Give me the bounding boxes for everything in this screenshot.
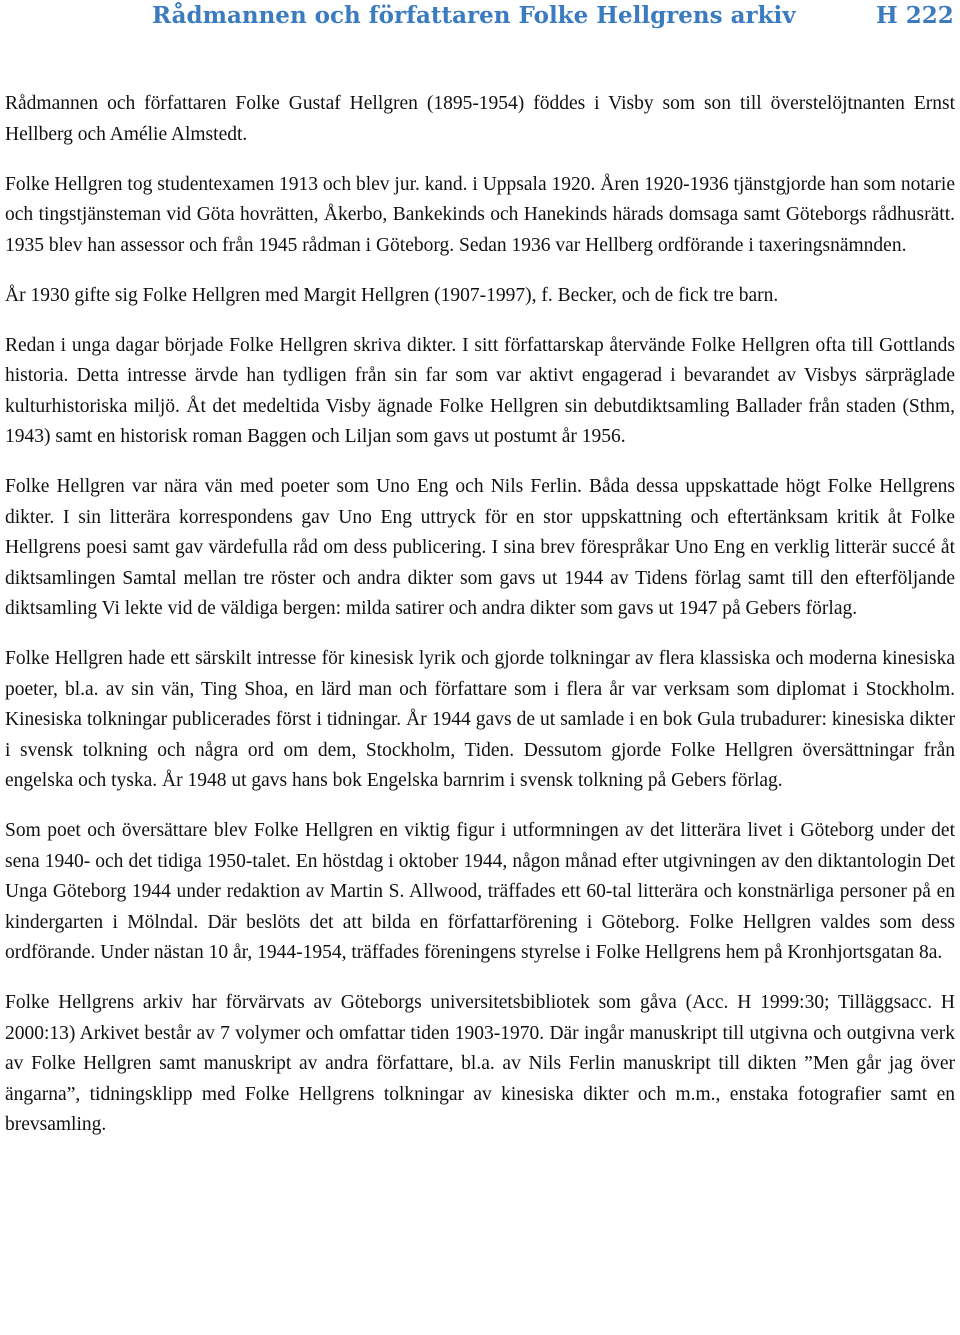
paragraph-marriage: År 1930 gifte sig Folke Hellgren med Margit Hellgren (1907-1997), f. Becker, och de fick tre barn. bbox=[5, 284, 779, 306]
paragraph-chinese-lyrics: Folke Hellgren hade ett särskilt intresse för kinesisk lyrik och gjorde tolkningar av flera klassiska och moderna kinesiska poeter, bl.a. av sin vän, Ting Shoa, en lärd man och författare som i flera år var verksam som diplomat i Stockholm. Kinesiska tolkningar publicerades först i tidningar. År 1944 gavs de ut samlade i en bok Gula trubadurer: kinesiska dikter i svensk tolkning och några ord om dem, Stockholm, Tiden. Dessutom gjorde Folke Hellgren översättningar från engelska och tyska. År 1948 ut gavs hans bok Engelska barnrim i svensk tolkning på Gebers förlag. bbox=[5, 648, 955, 791]
paragraph-literary-life: Som poet och översättare blev Folke Hellgren en viktig figur i utformningen av det litterära livet i Göteborg under det sena 1940- och det tidiga 1950-talet. En höstdag i oktober 1944, någon månad efter utgivningen av den diktantologin Det Unga Göteborg 1944 under redaktion av Martin S. Allwood, träffades ett 60-tal litterära och konstnärliga personer på en kindergarten i Mölndal. Där beslöts det att bilda en författarförening i Göteborg. Folke Hellgren valdes som dess ordförande. Under nästan 10 år, 1944-1954, träffades föreningens styrelse i Folke Hellgrens hem på Kronhjortsgatan 8a. bbox=[5, 820, 955, 963]
paragraph-biography-intro: Rådmannen och författaren Folke Gustaf Hellgren (1895-1954) föddes i Visby som son till överstelöjtnanten Ernst Hellberg och Amélie Almstedt. bbox=[5, 93, 955, 145]
paragraph-writing: Redan i unga dagar började Folke Hellgren skriva dikter. I sitt författarskap återvände Folke Hellgren ofta till Gottlands historia. Detta intresse ärvde han tydligen från sin far som var aktivt engagerad i bevarandet av Visbys särpräglade kulturhistoriska miljö. Åt det medeltida Visby ägnade Folke Hellgren sin debutdiktsamling Ballader från staden (Sthm, 1943) samt en historisk roman Baggen och Liljan som gavs ut postumt år 1956. bbox=[5, 334, 955, 447]
page-header bbox=[0, 0, 960, 34]
paragraph-archive-contents: Folke Hellgrens arkiv har förvärvats av Göteborgs universitetsbibliotek som gåva (Acc. H 1999:30; Tilläggsacc. H 2000:13) Arkivet består av 7 volymer och omfattar tiden 1903-1970. Där ingår manuskript till utgivna och outgivna verk av Folke Hellgren samt manuskript av andra författare, bl.a. av Nils Ferlin manuskript till dikten ”Men går jag över ängarna”, tidningsklipp med Folke Hellgrens tolkningar av kinesiska dikter och m.m., enstaka fotografier samt en brevsamling. bbox=[5, 992, 955, 1135]
archive-reference: H 222 bbox=[876, 2, 954, 29]
page-title: Rådmannen och författaren Folke Hellgrens arkiv bbox=[152, 2, 796, 29]
document-body bbox=[5, 89, 955, 1141]
paragraph-poet-friends: Folke Hellgren var nära vän med poeter som Uno Eng och Nils Ferlin. Båda dessa uppskattade högt Folke Hellgrens dikter. I sin litterära korrespondens gav Uno Eng uttryck för en stor uppskattning och eftertänksam kritik åt Folke Hellgrens poesi samt gav värdefulla råd om dess publicering. I sina brev förespråkar Uno Eng en verklig litterär succé åt diktsamlingen Samtal mellan tre röster och andra dikter som gavs ut 1944 av Tidens förlag samt till den efterföljande diktsamling Vi lekte vid de väldiga bergen: milda satirer och andra dikter som gavs ut 1947 på Gebers förlag. bbox=[5, 476, 955, 619]
paragraph-career: Folke Hellgren tog studentexamen 1913 och blev jur. kand. i Uppsala 1920. Åren 1920-1936 tjänstgjorde han som notarie och tingstjänsteman vid Göta hovrätten, Åkerbo, Bankekinds och Hanekinds härads domsaga samt Göteborgs rådhusrätt. 1935 blev han assessor och från 1945 rådman i Göteborg. Sedan 1936 var Hellberg ordförande i taxeringsnämnden. bbox=[5, 173, 955, 256]
